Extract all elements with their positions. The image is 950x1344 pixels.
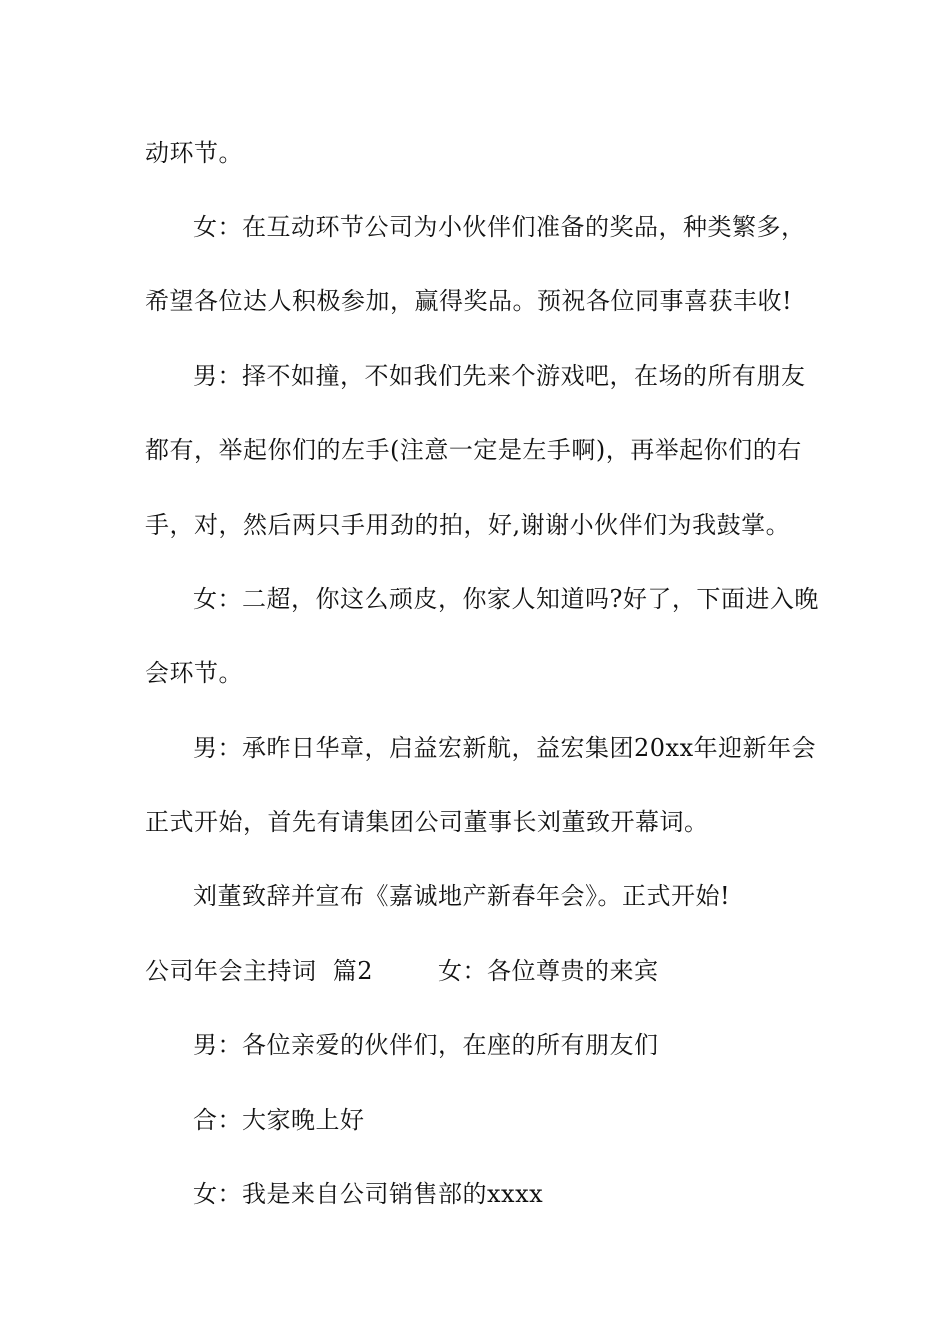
paragraph-line: 刘董致辞并宣布《嘉诚地产新春年会》。正式开始! [193,882,731,910]
paragraph-line: 都有，举起你们的左手(注意一定是左手啊)，再举起你们的右 [145,436,802,464]
paragraph-line: 女：在互动环节公司为小伙伴们准备的奖品，种类繁多， [193,213,806,241]
paragraph-line: 动环节。 [145,139,243,167]
paragraph-line: 男：承昨日华章，启益宏新航，益宏集团20xx年迎新年会 [193,734,817,762]
paragraph-line: 女：我是来自公司销售部的xxxx [193,1180,544,1208]
paragraph-line: 正式开始，首先有请集团公司董事长刘董致开幕词。 [145,808,709,836]
paragraph-line: 手，对，然后两只手用劲的拍，好,谢谢小伙伴们为我鼓掌。 [145,511,791,539]
paragraph-line: 希望各位达人积极参加，赢得奖品。预祝各位同事喜获丰收! [145,287,793,315]
paragraph-line: 男：各位亲爱的伙伴们，在座的所有朋友们 [193,1031,659,1059]
paragraph-line: 合：大家晚上好 [193,1106,365,1134]
paragraph-line: 会环节。 [145,659,243,687]
paragraph-line: 男：择不如撞，不如我们先来个游戏吧，在场的所有朋友 [193,362,806,390]
paragraph-line: 女：二超，你这么顽皮，你家人知道吗?好了，下面进入晚 [193,585,819,613]
section-heading-line: 公司年会主持词 篇2 女：各位尊贵的来宾 [145,957,659,985]
